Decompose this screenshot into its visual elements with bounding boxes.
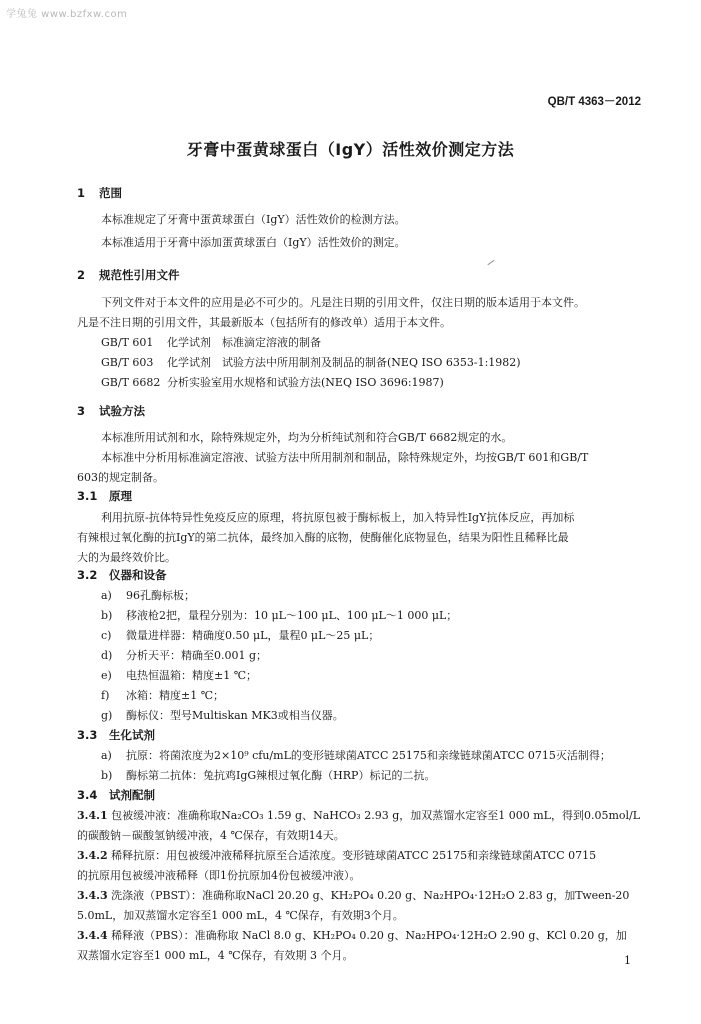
list-item [101, 748, 611, 763]
section-number: 3.4 [77, 788, 98, 802]
paragraph-line [77, 948, 354, 963]
reference-title: 化学试剂 标准滴定溶液的制备 [156, 336, 321, 349]
normative-reference [101, 375, 444, 390]
paragraph-line [101, 450, 588, 465]
paragraph-line [77, 470, 164, 485]
paragraph-line [101, 295, 585, 310]
clause-number: 3.4.2 [77, 849, 108, 862]
paragraph-text: 本标准所用试剂和水，除特殊规定外，均为分析纯试剂和符合GB/T 6682规定的水。 [101, 431, 513, 444]
paragraph-line [77, 848, 596, 863]
section-number: 3.1 [77, 489, 98, 503]
section-number: 3.3 [77, 728, 98, 742]
list-item-letter: a) [101, 749, 112, 762]
list-item-text: 96孔酶标板； [126, 589, 195, 602]
list-item-letter: b) [101, 609, 113, 622]
list-item-letter: c) [101, 629, 112, 642]
list-item [101, 588, 195, 603]
page-number: 1 [624, 954, 631, 967]
list-item-text: 酶标仪：型号Multiskan MK3或相当仪器。 [126, 709, 344, 722]
reference-code: GB/T 601 [101, 336, 154, 349]
clause-number: 3.4.4 [77, 929, 108, 942]
paragraph-line [101, 430, 512, 445]
paragraph-text: 凡是不注日期的引用文件，其最新版本（包括所有的修改单）适用于本文件。 [77, 316, 451, 329]
normative-reference [101, 355, 521, 370]
section-heading [77, 186, 122, 201]
paragraph-line [101, 510, 574, 525]
paragraph-text: 5.0mL，加双蒸馏水定容至1 000 mL，4 ℃保存，有效期3个月。 [77, 909, 404, 922]
section-number: 3 [77, 404, 86, 418]
section-heading-text: 仪器和设备 [109, 568, 167, 582]
reference-title: 化学试剂 试验方法中所用制剂及制品的制备(NEQ ISO 6353-1:1982) [156, 356, 521, 369]
list-item-text: 移液枪2把，量程分别为：10 μL～100 μL、100 μL～1 000 μL； [126, 609, 458, 622]
paragraph-line [77, 530, 569, 545]
list-item [101, 708, 344, 723]
paragraph-text: 本标准中分析用标准滴定溶液、试验方法中所用制剂和制品，除特殊规定外，均按GB/T 601和GB/T [101, 451, 589, 464]
section-heading [77, 489, 132, 504]
clause-number: 3.4.3 [77, 889, 108, 902]
reference-code: GB/T 6682 [101, 376, 161, 389]
paragraph-line [101, 235, 406, 250]
paragraph-text: 利用抗原-抗体特异性免疫反应的原理，将抗原包被于酶标板上，加入特异性IgY抗体反应，再加标 [101, 511, 575, 524]
paragraph-text: 稀释液（PBS）：准确称取 NaCl 8.0 g、KH₂PO₄ 0.20 g、Na₂HPO₄·12H₂O 2.90 g、KCl 0.20 g，加 [111, 929, 627, 942]
document-title: 牙膏中蛋黄球蛋白（IgY）活性效价测定方法 [186, 140, 515, 159]
list-item [101, 628, 379, 643]
list-item-letter: b) [101, 769, 113, 782]
paragraph-text: 洗涤液（PBST）：准确称取NaCl 20.20 g、KH₂PO₄ 0.20 g、Na₂HPO₄·12H₂O 2.83 g，加Tween-20 [111, 889, 630, 902]
list-item-letter: e) [101, 669, 112, 682]
list-item [101, 668, 257, 683]
paragraph-text: 本标准规定了牙膏中蛋黄球蛋白（IgY）活性效价的检测方法。 [101, 213, 406, 226]
section-number: 2 [77, 268, 86, 282]
list-item-letter: g) [101, 709, 113, 722]
list-item-letter: d) [101, 649, 113, 662]
section-heading [77, 568, 167, 583]
list-item-text: 电热恒温箱：精度±1 ℃； [126, 669, 258, 682]
list-item-text: 冰箱：精度±1 ℃； [126, 689, 225, 702]
section-heading [77, 404, 145, 419]
list-item-letter: f) [101, 689, 110, 702]
paragraph-text: 大的为最终效价比。 [77, 551, 176, 564]
section-number: 1 [77, 186, 86, 200]
list-item-text: 微量进样器：精确度0.50 μL，量程0 μL～25 μL； [126, 629, 380, 642]
section-heading-text: 试验方法 [99, 404, 145, 418]
section-heading-text: 试剂配制 [109, 788, 155, 802]
list-item-text: 酶标第二抗体：兔抗鸡IgG辣根过氧化酶（HRP）标记的二抗。 [126, 769, 436, 782]
paragraph-text: 的抗原用包被缓冲液稀释（即1份抗原加4份包被缓冲液）。 [77, 869, 361, 882]
section-heading-text: 原理 [109, 489, 132, 503]
paragraph-text: 本标准适用于牙膏中添加蛋黄球蛋白（IgY）活性效价的测定。 [101, 236, 406, 249]
section-heading [77, 268, 180, 283]
paragraph-line [77, 550, 176, 565]
paragraph-text: 下列文件对于本文件的应用是必不可少的。凡是注日期的引用文件，仅注日期的版本适用于本文件。 [101, 296, 585, 309]
section-number: 3.2 [77, 568, 98, 582]
list-item-letter: a) [101, 589, 112, 602]
reference-title: 分析实验室用水规格和试验方法(NEQ ISO 3696:1987) [156, 376, 444, 389]
list-item [101, 608, 457, 623]
list-item-text: 抗原：将菌浓度为2×10⁹ cfu/mL的变形链球菌ATCC 25175和亲缘链球菌ATCC 0715灭活制得； [126, 749, 611, 762]
site-watermark: 学兔兔 www.bzfxw.com [6, 9, 128, 20]
section-heading-text: 生化试剂 [109, 728, 155, 742]
paragraph-line [77, 888, 629, 903]
section-heading-text: 范围 [99, 186, 122, 200]
list-item [101, 688, 224, 703]
paragraph-text: 双蒸馏水定容至1 000 mL，4 ℃保存，有效期 3 个月。 [77, 949, 354, 962]
paragraph-line [77, 808, 640, 823]
standard-number: QB/T 4363－2012 [547, 96, 641, 108]
normative-reference [101, 335, 321, 350]
paragraph-text: 有辣根过氧化酶的抗IgY的第二抗体，最终加入酶的底物，使酶催化底物显色，结果为阳性且稀释比最 [77, 531, 569, 544]
paragraph-line [77, 828, 345, 843]
paragraph-line [77, 908, 404, 923]
list-item [101, 648, 267, 663]
section-heading-text: 规范性引用文件 [99, 268, 180, 282]
stray-mark [487, 260, 494, 265]
section-heading [77, 728, 155, 743]
section-heading [77, 788, 155, 803]
paragraph-text: 603的规定制备。 [77, 471, 164, 484]
list-item [101, 768, 435, 783]
paragraph-line [77, 868, 361, 883]
list-item-text: 分析天平：精确至0.001 g； [126, 649, 268, 662]
paragraph-text: 的碳酸钠－碳酸氢钠缓冲液，4 ℃保存，有效期14天。 [77, 829, 345, 842]
paragraph-line [77, 928, 627, 943]
paragraph-line [77, 315, 451, 330]
paragraph-line [101, 212, 406, 227]
paragraph-text: 包被缓冲液：准确称取Na₂CO₃ 1.59 g、NaHCO₃ 2.93 g，加双蒸馏水定容至1 000 mL，得到0.05mol/L [111, 809, 641, 822]
reference-code: GB/T 603 [101, 356, 154, 369]
clause-number: 3.4.1 [77, 809, 108, 822]
paragraph-text: 稀释抗原：用包被缓冲液稀释抗原至合适浓度。变形链球菌ATCC 25175和亲缘链球菌ATCC 0715 [111, 849, 597, 862]
